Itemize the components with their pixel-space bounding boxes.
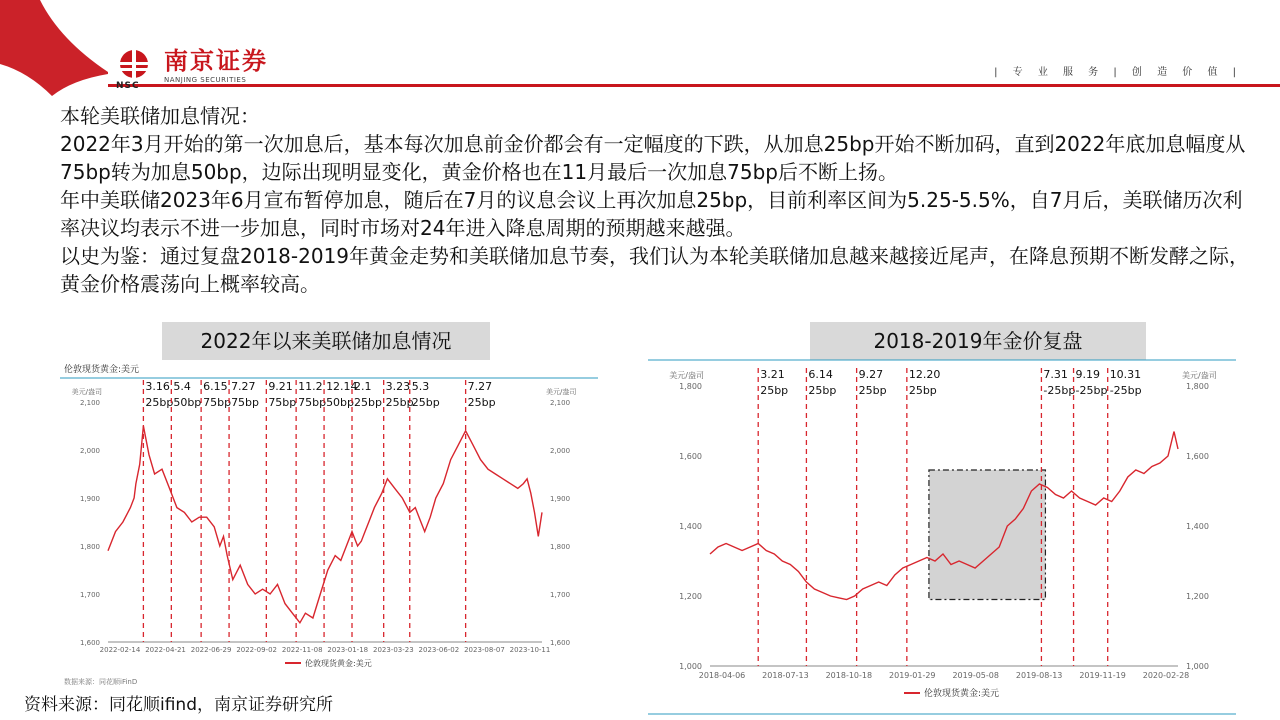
y-tick-label-right: 1,600 bbox=[550, 639, 571, 647]
event-date-label: 9.21 bbox=[268, 380, 293, 393]
event-date-label: 11.2 bbox=[298, 380, 323, 393]
event-date-label: 5.3 bbox=[411, 380, 430, 393]
event-date-label: 6.14 bbox=[808, 368, 833, 381]
y-tick-label-right: 1,000 bbox=[1186, 662, 1209, 671]
y-tick-label-left: 1,800 bbox=[79, 543, 100, 551]
event-bp-label: 25bp bbox=[858, 384, 887, 397]
event-date-label: 9.27 bbox=[858, 368, 884, 381]
x-tick-label: 2022-11-08 bbox=[281, 646, 323, 654]
x-tick-label: 2022-04-21 bbox=[145, 646, 186, 654]
logo-cn-text: 南京证券 bbox=[164, 47, 268, 75]
y-axis-label-right: 美元/盎司 bbox=[1182, 371, 1217, 380]
event-date-label: 12.20 bbox=[908, 368, 941, 381]
x-tick-label: 2018-04-06 bbox=[698, 671, 746, 680]
x-tick-label: 2023-03-23 bbox=[372, 646, 414, 654]
event-bp-label: 25bp bbox=[467, 396, 496, 409]
event-bp-label: 25bp bbox=[760, 384, 789, 397]
source-note: 资料来源：同花顺ifind，南京证券研究所 bbox=[24, 695, 333, 715]
x-tick-label: 2023-01-18 bbox=[327, 646, 369, 654]
event-bp-label: -25bp bbox=[1043, 384, 1076, 397]
event-date-label: 9.19 bbox=[1075, 368, 1101, 381]
logo-en-text: NANJING SECURITIES bbox=[164, 76, 247, 84]
event-bp-label: 25bp bbox=[808, 384, 837, 397]
x-tick-label: 2022-02-14 bbox=[99, 646, 141, 654]
event-bp-label: 75bp bbox=[231, 396, 260, 409]
event-bp-label: 25bp bbox=[145, 396, 174, 409]
event-bp-label: 75bp bbox=[203, 396, 232, 409]
legend-label: 伦敦现货黄金:美元 bbox=[305, 659, 372, 668]
logo-abbr: NSC bbox=[116, 81, 140, 91]
x-tick-label: 2022-06-29 bbox=[190, 646, 232, 654]
event-bp-label: 25bp bbox=[385, 396, 414, 409]
event-date-label: 12.14 bbox=[326, 380, 358, 393]
event-bp-label: 75bp bbox=[298, 396, 327, 409]
event-bp-label: 50bp bbox=[326, 396, 355, 409]
y-tick-label-right: 2,100 bbox=[550, 399, 571, 407]
y-tick-label-right: 1,700 bbox=[550, 591, 571, 599]
body-line: 以史为鉴：通过复盘2018-2019年黄金走势和美联储加息节奏，我们认为本轮美联储加息越来越接近尾声，在降息预期不断发酵之际，黄金价格震荡向上概率较高。 bbox=[60, 244, 1250, 296]
y-tick-label-right: 1,600 bbox=[1186, 452, 1209, 461]
x-tick-label: 2018-10-18 bbox=[825, 671, 873, 680]
body-line: 2022年3月开始的第一次加息后，基本每次加息前金价都会有一定幅度的下跌，从加息25bp开始不断加码，直到2022年底加息幅度从75bp转为加息50bp，边际出现明显变化，黄金价格也在11月最后一次加息75bp后不断上扬。 bbox=[60, 132, 1246, 184]
event-bp-label: 25bp bbox=[354, 396, 382, 409]
x-tick-label: 2023-08-07 bbox=[464, 646, 505, 654]
chart-2022-rate-hikes bbox=[60, 358, 600, 688]
gold-price-line bbox=[108, 426, 542, 623]
corner-arc-decoration bbox=[0, 0, 110, 110]
x-tick-label: 2019-01-29 bbox=[889, 671, 936, 680]
x-tick-label: 2022-09-02 bbox=[236, 646, 278, 654]
x-tick-label: 2023-10-11 bbox=[509, 646, 551, 654]
event-bp-label: 50bp bbox=[173, 396, 202, 409]
chart-2018-2019-gold bbox=[648, 358, 1238, 718]
left-chart-title: 2022年以来美联储加息情况 bbox=[162, 322, 490, 360]
y-tick-label-left: 1,600 bbox=[79, 639, 100, 647]
event-date-label: 3.21 bbox=[760, 368, 785, 381]
event-date-label: 7.27 bbox=[467, 380, 493, 393]
event-date-label: 6.15 bbox=[203, 380, 228, 393]
x-tick-label: 2019-11-19 bbox=[1079, 671, 1126, 680]
right-chart-title: 2018-2019年金价复盘 bbox=[810, 322, 1146, 360]
event-bp-label: 75bp bbox=[268, 396, 297, 409]
event-date-label: 2.1 bbox=[354, 380, 372, 393]
event-date-label: 7.31 bbox=[1043, 368, 1068, 381]
event-date-label: 3.16 bbox=[145, 380, 170, 393]
slogan: | 专 业 服 务 | 创 造 价 值 | bbox=[994, 67, 1242, 78]
body-text bbox=[60, 102, 1260, 298]
event-date-label: 7.27 bbox=[231, 380, 256, 393]
y-tick-label-left: 1,600 bbox=[679, 452, 702, 461]
y-tick-label-left: 1,900 bbox=[79, 495, 100, 503]
x-tick-label: 2020-02-28 bbox=[1142, 671, 1190, 680]
y-tick-label-left: 1,800 bbox=[679, 382, 702, 391]
x-tick-label: 2019-05-08 bbox=[952, 671, 999, 680]
y-tick-label-right: 1,800 bbox=[1186, 382, 1209, 391]
event-date-label: 3.23 bbox=[385, 380, 411, 393]
y-tick-label-left: 1,000 bbox=[679, 662, 702, 671]
nsc-logo-icon bbox=[112, 48, 156, 84]
company-logo bbox=[112, 47, 268, 91]
y-axis-label-left: 美元/盎司 bbox=[71, 388, 102, 396]
y-tick-label-right: 1,800 bbox=[550, 543, 571, 551]
y-tick-label-right: 1,400 bbox=[1186, 522, 1209, 531]
legend-label: 伦敦现货黄金:美元 bbox=[924, 689, 1000, 699]
event-bp-label: -25bp bbox=[1109, 384, 1142, 397]
x-tick-label: 2018-07-13 bbox=[762, 671, 809, 680]
x-tick-label: 2023-06-02 bbox=[418, 646, 460, 654]
y-tick-label-left: 2,100 bbox=[79, 399, 100, 407]
y-tick-label-left: 2,000 bbox=[79, 447, 100, 455]
y-axis-label-right: 美元/盎司 bbox=[546, 388, 577, 396]
event-bp-label: 25bp bbox=[908, 384, 937, 397]
header-rule bbox=[108, 84, 1280, 87]
event-bp-label: 25bp bbox=[411, 396, 440, 409]
y-tick-label-left: 1,200 bbox=[679, 592, 702, 601]
body-line: 本轮美联储加息情况： bbox=[60, 104, 260, 128]
y-tick-label-left: 1,700 bbox=[79, 591, 100, 599]
shaded-region bbox=[929, 470, 1045, 600]
y-tick-label-right: 1,900 bbox=[550, 495, 571, 503]
y-tick-label-left: 1,400 bbox=[679, 522, 702, 531]
y-axis-label-left: 美元/盎司 bbox=[669, 371, 704, 380]
event-date-label: 10.31 bbox=[1109, 368, 1142, 381]
y-tick-label-right: 1,200 bbox=[1186, 592, 1209, 601]
event-bp-label: -25bp bbox=[1075, 384, 1108, 397]
y-tick-label-right: 2,000 bbox=[550, 447, 571, 455]
x-tick-label: 2019-08-13 bbox=[1015, 671, 1063, 680]
chart-series-title: 伦敦现货黄金:美元 bbox=[64, 365, 140, 375]
body-line: 年中美联储2023年6月宣布暂停加息，随后在7月的议息会议上再次加息25bp，目前利率区间为5.25-5.5%，自7月后，美联储历次利率决议均表示不进一步加息，同时市场对24年进入降息周期的预期越来越强。 bbox=[60, 188, 1243, 240]
chart-footnote: 数据来源：同花顺iFinD bbox=[64, 678, 138, 686]
event-date-label: 5.4 bbox=[173, 380, 191, 393]
